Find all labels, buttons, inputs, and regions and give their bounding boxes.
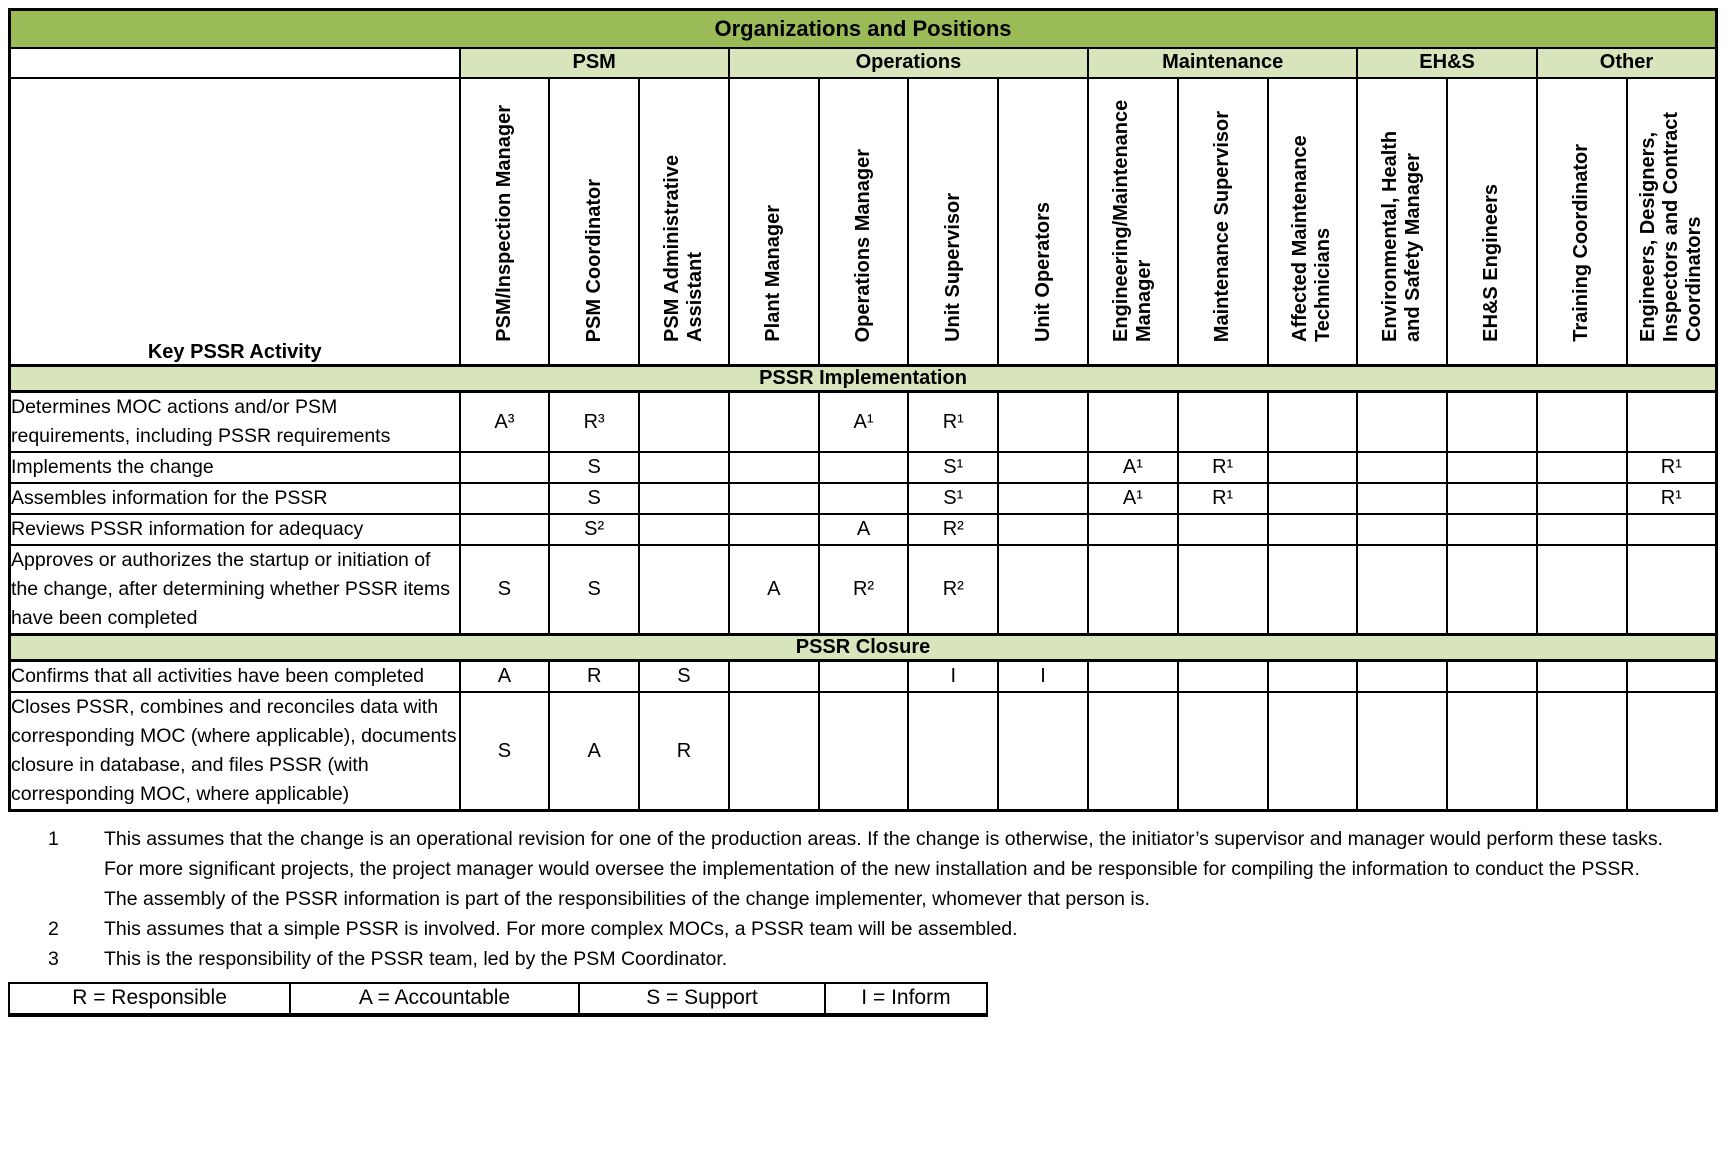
position-column-header-wrap	[1089, 80, 1177, 364]
raci-cell	[1357, 545, 1447, 635]
raci-cell: R¹	[908, 392, 998, 453]
raci-cell	[1627, 661, 1717, 693]
group-header-maintenance: Maintenance	[1088, 48, 1357, 78]
raci-cell	[639, 514, 729, 545]
raci-cell	[639, 452, 729, 483]
activity-column-header: Key PSSR Activity	[10, 78, 460, 366]
raci-cell	[1357, 514, 1447, 545]
raci-cell	[1627, 692, 1717, 811]
position-column-header-wrap	[461, 80, 549, 364]
position-column-header-wrap	[1179, 80, 1267, 364]
raci-cell: A¹	[1088, 452, 1178, 483]
raci-cell: A	[819, 514, 909, 545]
position-column-header-label: PSM/Inspection Manager	[492, 105, 515, 342]
raci-cell	[1357, 483, 1447, 514]
raci-cell: S¹	[908, 483, 998, 514]
raci-cell	[1447, 483, 1537, 514]
raci-cell: R¹	[1627, 452, 1717, 483]
position-column-header-wrap	[1538, 80, 1626, 364]
raci-cell: R¹	[1627, 483, 1717, 514]
raci-cell	[1088, 514, 1178, 545]
footnote-number: 3	[48, 948, 59, 970]
raci-cell	[1447, 661, 1537, 693]
raci-cell: S²	[549, 514, 639, 545]
raci-cell: A	[729, 545, 819, 635]
raci-cell: R¹	[1178, 452, 1268, 483]
legend-item: R = Responsible	[10, 984, 291, 1013]
raci-cell	[1357, 661, 1447, 693]
activity-cell: Approves or authorizes the startup or initiation of the change, after determining whether PSSR items have been completed	[10, 545, 460, 635]
raci-cell	[1178, 661, 1268, 693]
activity-row	[10, 692, 1717, 811]
position-column-header	[1447, 78, 1537, 366]
position-column-header-label: Engineering/Maintenance Manager	[1109, 99, 1155, 342]
footnote-text: This assumes that the change is an operational revision for one of the production areas. If the change is otherwise, the initiator’s supervisor and manager would perform these tasks. For more significant projects, the project manager would oversee the implementation of the new installation and be responsible for compiling the information to conduct the PSSR. The assembly of the PSSR information is part of the responsibilities of the change implementer, whomever that person is.	[104, 828, 1664, 910]
raci-cell	[819, 661, 909, 693]
raci-cell: S	[549, 545, 639, 635]
position-column-header-wrap	[909, 80, 997, 364]
raci-cell	[1447, 545, 1537, 635]
position-column-header-wrap	[1628, 80, 1715, 364]
raci-cell	[1537, 392, 1627, 453]
footnote-text: This is the responsibility of the PSSR team, led by the PSM Coordinator.	[104, 948, 728, 970]
raci-cell: R	[549, 661, 639, 693]
group-header-other: Other	[1537, 48, 1717, 78]
position-column-header-label: Training Coordinator	[1570, 144, 1593, 342]
position-column-header-wrap	[1448, 80, 1536, 364]
raci-cell	[1088, 392, 1178, 453]
raci-cell	[1088, 545, 1178, 635]
position-column-header	[1088, 78, 1178, 366]
raci-cell	[908, 692, 998, 811]
raci-cell	[729, 661, 819, 693]
raci-cell	[639, 483, 729, 514]
column-header-row	[10, 78, 1717, 366]
raci-cell	[1357, 692, 1447, 811]
table-title-row	[10, 10, 1717, 48]
position-column-header-wrap	[1358, 80, 1446, 364]
raci-cell: A³	[460, 392, 550, 453]
raci-cell: R³	[549, 392, 639, 453]
raci-cell	[1268, 514, 1358, 545]
raci-cell	[1627, 392, 1717, 453]
raci-cell	[1268, 392, 1358, 453]
position-column-header-label: Affected Maintenance Technicians	[1289, 135, 1335, 342]
raci-cell: A¹	[819, 392, 909, 453]
raci-cell	[1447, 392, 1537, 453]
activity-cell: Confirms that all activities have been completed	[10, 661, 460, 693]
position-column-header-wrap	[730, 80, 818, 364]
raci-cell: R	[639, 692, 729, 811]
footnote-number: 2	[48, 918, 59, 940]
raci-cell	[729, 692, 819, 811]
position-column-header-label: PSM Coordinator	[582, 178, 605, 342]
raci-matrix-table	[8, 8, 1718, 812]
position-column-header	[1268, 78, 1358, 366]
raci-cell	[998, 692, 1088, 811]
raci-cell	[639, 545, 729, 635]
raci-cell: I	[998, 661, 1088, 693]
position-column-header	[1178, 78, 1268, 366]
raci-cell	[1268, 452, 1358, 483]
raci-cell	[1357, 452, 1447, 483]
raci-cell	[1268, 661, 1358, 693]
activity-row	[10, 661, 1717, 693]
blank-corner-cell	[10, 48, 460, 78]
position-column-header-wrap	[999, 80, 1087, 364]
raci-cell	[639, 392, 729, 453]
raci-cell	[460, 452, 550, 483]
footnote	[48, 914, 1678, 944]
raci-cell	[729, 392, 819, 453]
position-column-header	[908, 78, 998, 366]
position-column-header	[1357, 78, 1447, 366]
activity-cell: Assembles information for the PSSR	[10, 483, 460, 514]
group-header-psm: PSM	[460, 48, 729, 78]
raci-cell	[998, 514, 1088, 545]
raci-cell	[1178, 392, 1268, 453]
raci-cell	[1447, 514, 1537, 545]
position-column-header-label: EH&S Engineers	[1480, 184, 1503, 342]
raci-cell	[1178, 514, 1268, 545]
raci-cell: R²	[819, 545, 909, 635]
group-header-row	[10, 48, 1717, 78]
activity-row	[10, 483, 1717, 514]
raci-cell	[729, 483, 819, 514]
raci-cell: R²	[908, 514, 998, 545]
footnote	[48, 824, 1678, 914]
activity-cell: Reviews PSSR information for adequacy	[10, 514, 460, 545]
group-header-operations: Operations	[729, 48, 1088, 78]
raci-cell	[1537, 483, 1627, 514]
raci-cell: S¹	[908, 452, 998, 483]
position-column-header	[998, 78, 1088, 366]
table-title: Organizations and Positions	[10, 10, 1717, 48]
activity-row	[10, 392, 1717, 453]
raci-cell	[729, 452, 819, 483]
raci-cell	[1537, 661, 1627, 693]
position-column-header	[819, 78, 909, 366]
raci-cell	[1268, 692, 1358, 811]
section-header-row	[10, 366, 1717, 392]
raci-cell	[998, 545, 1088, 635]
raci-cell	[1088, 661, 1178, 693]
raci-cell	[1268, 483, 1358, 514]
matrix-body	[10, 366, 1717, 811]
position-column-header-wrap	[550, 80, 638, 364]
raci-cell: S	[460, 692, 550, 811]
activity-row	[10, 514, 1717, 545]
raci-cell	[998, 392, 1088, 453]
raci-cell	[1447, 452, 1537, 483]
position-column-header	[549, 78, 639, 366]
section-header: PSSR Implementation	[10, 366, 1717, 392]
raci-cell: R¹	[1178, 483, 1268, 514]
section-header: PSSR Closure	[10, 635, 1717, 661]
raci-cell	[819, 692, 909, 811]
raci-cell: S	[549, 483, 639, 514]
footnote-number: 1	[48, 828, 59, 850]
raci-cell	[998, 483, 1088, 514]
raci-cell: R²	[908, 545, 998, 635]
section-header-row	[10, 635, 1717, 661]
position-column-header-label: Operations Manager	[852, 148, 875, 342]
raci-cell	[729, 514, 819, 545]
raci-cell: S	[549, 452, 639, 483]
position-column-header-label: Environmental, Health and Safety Manager	[1379, 130, 1425, 342]
raci-cell	[1537, 452, 1627, 483]
raci-cell: S	[639, 661, 729, 693]
raci-cell: A	[549, 692, 639, 811]
position-column-header-label: Maintenance Supervisor	[1211, 110, 1234, 342]
position-column-header	[1627, 78, 1717, 366]
position-column-header	[639, 78, 729, 366]
activity-row	[10, 452, 1717, 483]
position-column-header-wrap	[820, 80, 908, 364]
raci-cell: S	[460, 545, 550, 635]
legend-item: S = Support	[580, 984, 826, 1013]
raci-cell	[1357, 392, 1447, 453]
footnote-text: This assumes that a simple PSSR is involved. For more complex MOCs, a PSSR team will be assembled.	[104, 918, 1018, 940]
legend-item: A = Accountable	[291, 984, 580, 1013]
position-column-header	[1537, 78, 1627, 366]
raci-cell	[1537, 692, 1627, 811]
raci-cell	[819, 483, 909, 514]
activity-cell: Implements the change	[10, 452, 460, 483]
raci-cell	[1447, 692, 1537, 811]
raci-cell: A¹	[1088, 483, 1178, 514]
raci-cell	[1268, 545, 1358, 635]
raci-cell	[1088, 692, 1178, 811]
raci-legend	[8, 982, 988, 1017]
position-column-header-wrap	[1269, 80, 1357, 364]
raci-cell	[1178, 692, 1268, 811]
position-column-header	[729, 78, 819, 366]
position-column-header-wrap	[640, 80, 728, 364]
footnotes	[48, 824, 1678, 974]
raci-cell	[460, 514, 550, 545]
activity-cell: Determines MOC actions and/or PSM requirements, including PSSR requirements	[10, 392, 460, 453]
raci-cell: A	[460, 661, 550, 693]
raci-cell	[1627, 545, 1717, 635]
raci-cell	[1537, 545, 1627, 635]
position-column-header-label: Unit Supervisor	[941, 193, 964, 342]
raci-cell	[1178, 545, 1268, 635]
raci-cell	[998, 452, 1088, 483]
raci-cell	[1537, 514, 1627, 545]
position-column-header	[460, 78, 550, 366]
footnote	[48, 944, 1678, 974]
position-column-header-label: Plant Manager	[762, 205, 785, 342]
activity-cell: Closes PSSR, combines and reconciles data with corresponding MOC (where applicable), documents closure in database, and files PSSR (with corresponding MOC, where applicable)	[10, 692, 460, 811]
group-header-ehs: EH&S	[1357, 48, 1537, 78]
raci-cell	[819, 452, 909, 483]
position-column-header-label: Unit Operators	[1031, 201, 1054, 342]
position-column-header-label: PSM Administrative Assistant	[660, 154, 706, 342]
position-column-header-label: Engineers, Designers, Inspectors and Contract Coordinators	[1636, 111, 1705, 342]
raci-cell: I	[908, 661, 998, 693]
raci-cell	[460, 483, 550, 514]
activity-row	[10, 545, 1717, 635]
legend-item: I = Inform	[861, 986, 951, 1009]
raci-cell	[1627, 514, 1717, 545]
